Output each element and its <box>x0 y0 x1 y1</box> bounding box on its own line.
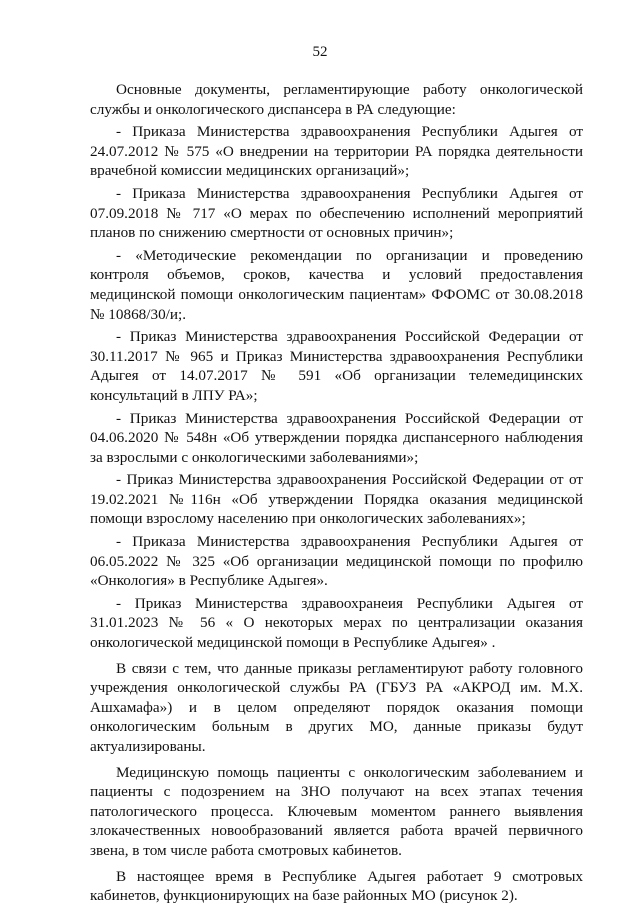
list-item-order-56: - Приказ Министерства здравоохранеия Республики Адыгея от 31.01.2023 № 56 « О некоторых мерах по централизации оказания онкологической медицинской помощи в Республике Адыгея» . <box>90 594 583 652</box>
document-body <box>90 80 583 909</box>
list-item-order-575: - Приказа Министерства здравоохранения Республики Адыгея от 24.07.2012 № 575 «О внедрении на территории РА порядка деятельности врачебной комиссии медицинских организаций»; <box>90 123 583 180</box>
list-item-order-116n: - Приказ Министерства здравоохранения Российской Федерации от от 19.02.2021 №116н «Об утверждении Порядка оказания медицинской помощи взрослому населению при онкологических заболеваниях»; <box>90 471 583 528</box>
list-item-order-325: - Приказа Министерства здравоохранения Республики Адыгея от 06.05.2022 № 325 «Об организации медицинской помощи по профилю «Онкология» в Республике Адыгея». <box>90 533 583 590</box>
page-number: 52 <box>312 44 328 60</box>
list-item-order-965-591: - Приказ Министерства здравоохранения Российской Федерации от 30.11.2017 № 965 и Приказ Министерства здравоохранения Республики Адыгея от 14.07.2017 № 591 «Об организации телемедицинских консультаций в ЛПУ РА»; <box>90 328 583 404</box>
list-item-order-717: - Приказа Министерства здравоохранения Республики Адыгея от 07.09.2018 № 717 «О мерах по обеспечению исполнений мероприятий планов по снижению смертности от основных причин»; <box>90 184 583 242</box>
paragraph-actualization: В связи с тем, что данные приказы регламентируют работу головного учреждения онкологической службы РА (ГБУЗ РА «АКРОД им. М.Х. Ашхамафа») и в целом определяют порядок оказания помощи онкологическим больным в других МО, данные приказы будут актуализированы. <box>90 659 583 755</box>
paragraph-screening-rooms: В настоящее время в Республике Адыгея работает 9 смотровых кабинетов, функционирующих на базе районных МО (рисунок 2). <box>90 867 583 905</box>
list-item-ffoms-recommendations: - «Методические рекомендации по организации и проведению контроля объемов, сроков, качества и условий предоставления медицинской помощи онкологическим пациентам» ФФОМС от 30.08.2018 № 10868/30/и;. <box>90 246 583 323</box>
paragraph-medical-care: Медицинскую помощь пациенты с онкологическим заболеванием и пациенты с подозрением на ЗНО получают на всех этапах течения патологического процесса. Ключевым моментом раннего выявления злокачественных новообразований является работа врачей первичного звена, в том числе работа смотровых кабинетов. <box>90 763 583 859</box>
list-item-order-548n: - Приказ Министерства здравоохранения Российской Федерации от 04.06.2020 № 548н «Об утверждении порядка диспансерного наблюдения за взрослыми с онкологическими заболеваниями»; <box>90 409 583 466</box>
paragraph-intro: Основные документы, регламентирующие работу онкологической службы и онкологического диспансера в РА следующие: <box>90 81 583 118</box>
